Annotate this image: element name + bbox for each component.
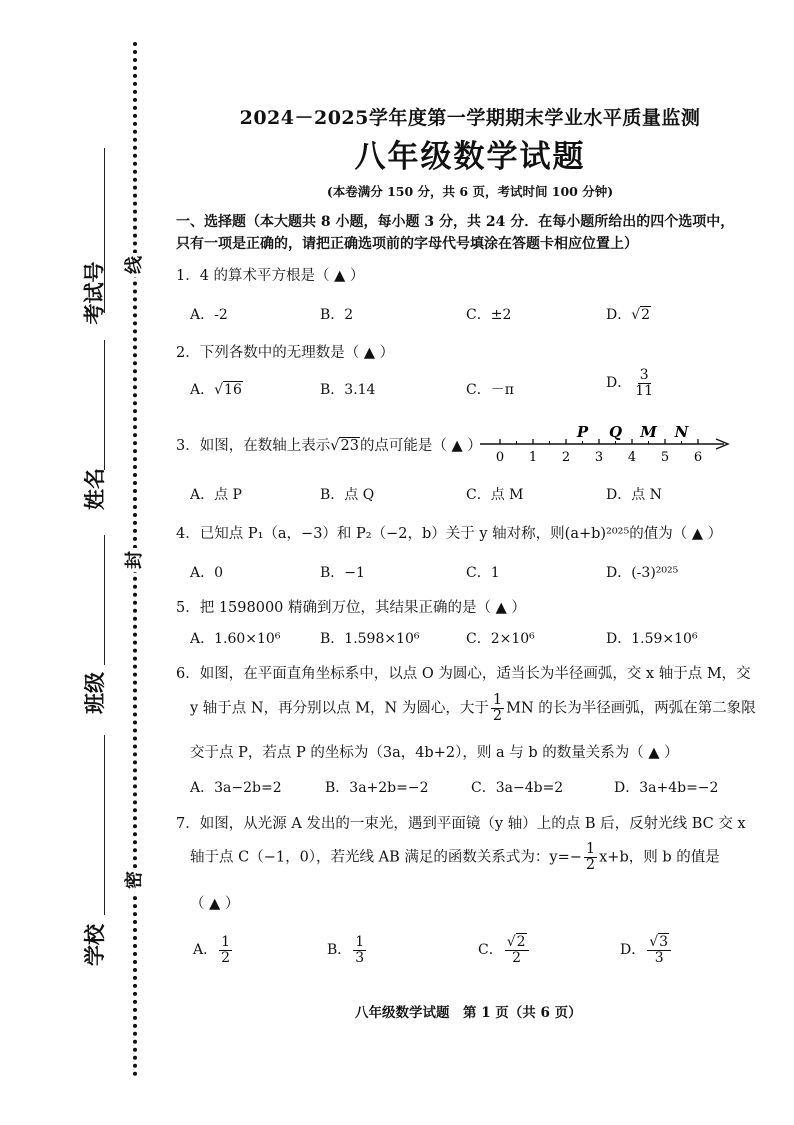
denominator: 2 [585,857,596,874]
q2-option-c: C．－π [466,382,514,398]
radicand: 16 [224,382,242,398]
exam-no-label: 考试号 [82,261,107,325]
q7-option-c [478,935,531,965]
option-prefix: D． [620,942,646,959]
fraction [505,935,529,965]
q3-option-b: B．点 Q [320,487,375,503]
tick-label: 4 [627,450,637,465]
q1-option-a: A．-2 [190,307,228,323]
fraction [633,368,655,398]
fraction [491,693,504,724]
q3-option-c: C．点 M [466,487,524,503]
q5-option-a: A．1.60×10⁶ [190,631,281,647]
radicand: 3 [659,934,669,950]
stem-part: MN 的长为半径画弧，两弧在第二象限 [506,700,756,717]
point-label-p: P [576,424,589,441]
tick-label: 1 [528,450,538,465]
q4-option-d: D．(-3)²⁰²⁵ [606,565,679,581]
stem-part: 轴于点 C（−1，0），若光线 AB 满足的函数关系式为：y=− [190,849,582,866]
denominator: 2 [512,949,522,966]
name-label: 姓名 [83,468,107,510]
denominator: 2 [221,949,231,966]
q5-option-c: C．2×10⁶ [466,631,535,647]
fraction [219,935,232,965]
name-underline [104,340,105,470]
denominator: 11 [635,382,654,399]
q1-option-c: C．±2 [466,307,512,323]
fraction [584,842,597,873]
stem-part: 3．如图，在数轴上表示 [176,438,331,454]
q5-option-b: B．1.598×10⁶ [320,631,420,647]
option-prefix: C． [478,942,503,959]
q7-line2 [190,842,720,873]
q2-option-d [606,368,657,398]
numerator: 1 [355,934,365,950]
tick-label: 2 [561,450,571,465]
q1-option-b: B．2 [320,307,354,323]
q7-option-d [620,935,673,965]
numerator [647,935,671,951]
cut-mark-line: 线 [118,253,148,277]
fraction [647,935,671,965]
sqrt-symbol: √ [649,934,659,950]
section1-intro-line1: 一、选择题（本大题共 8 小题，每小题 3 分，共 24 分．在每小题所给出的四个选项中， [176,214,735,230]
denominator: 2 [492,708,503,725]
q3-option-d: D．点 N [606,487,662,503]
numerator: 1 [585,841,596,857]
q3-option-a: A．点 P [190,487,242,503]
q6-option-d: D．3a+4b=−2 [614,780,719,796]
stem-part: 的点可能是（ ▲ ） [359,438,482,454]
q1-option-d [606,304,651,324]
class-label: 班级 [83,672,107,714]
sqrt-symbol: √ [330,438,340,454]
exam-supertitle: 2024－2025学年度第一学期期末学业水平质量监测 [239,107,701,129]
q1-stem: 1．4 的算术平方根是（ ▲ ） [176,268,365,284]
q7-option-b [327,935,368,965]
q6-line1: 6．如图，在平面直角坐标系中，以点 O 为圆心，适当长为半径画弧，交 x 轴于点 M，交 [176,666,751,682]
q7-line3: （ ▲ ） [190,896,240,912]
q6-line2 [190,693,756,724]
exam-note: (本卷满分 150 分，共 6 页，考试时间 100 分钟) [326,184,614,199]
radicand: 2 [516,934,526,950]
q6-option-a: A．3a−2b=2 [190,780,282,796]
q4-stem: 4．已知点 P₁（a，−3）和 P₂（−2，b）关于 y 轴对称，则(a+b)²⁰²⁵的值为（ ▲ ） [176,526,723,542]
school-label: 学校 [83,924,107,966]
radicand: 2 [641,307,651,323]
q6-option-b: B．3a+2b=−2 [325,780,429,796]
sqrt-symbol: √ [214,382,224,398]
option-prefix: D． [606,375,632,392]
cut-mark-dense: 密 [118,868,148,892]
q6-option-c: C．3a−4b=2 [471,780,564,796]
q4-option-b: B．−1 [320,565,365,581]
sqrt-symbol: √ [631,307,641,323]
stem-part: x+b，则 b 的值是 [599,849,720,866]
numerator: 3 [639,367,649,383]
q3-number-line [476,424,736,466]
tick-label: 3 [594,450,604,465]
denominator: 3 [355,949,365,966]
denominator: 3 [654,949,664,966]
option-prefix: A． [190,382,215,398]
q5-stem: 5．把 1598000 精确到万位，其结果正确的是（ ▲ ） [176,600,526,616]
class-underline [104,535,105,665]
q2-option-b: B．3.14 [320,382,376,398]
cut-mark-seal: 封 [118,548,148,572]
q4-option-a: A．0 [190,565,224,581]
exam-title: 八年级数学试题 [354,139,586,175]
q4-option-c: C．1 [466,565,500,581]
q3-stem [176,434,482,455]
option-prefix: D． [606,307,632,323]
option-prefix: A． [193,942,218,959]
point-label-q: Q [608,424,623,441]
school-underline [104,735,105,915]
tick-label: 6 [693,450,703,465]
page-footer: 八年级数学试题 第 1 页（共 6 页） [355,1005,582,1021]
q7-line1: 7．如图，从光源 A 发出的一束光，遇到平面镜（y 轴）上的点 B 后，反射光线 BC 交 x [176,816,746,832]
q7-option-a [193,935,234,965]
tick-label: 5 [660,450,670,465]
stem-part: y 轴于点 N，再分别以点 M，N 为圆心，大于 [190,700,489,717]
option-prefix: B． [327,942,352,959]
numerator [505,935,529,951]
q6-line3: 交于点 P，若点 P 的坐标为（3a，4b+2），则 a 与 b 的数量关系为（ ▲ ） [190,745,679,761]
sqrt-symbol: √ [506,934,516,950]
q2-stem: 2．下列各数中的无理数是（ ▲ ） [176,345,395,361]
point-label-m: M [640,424,657,441]
section1-intro-line2: 只有一项是正确的，请把正确选项前的字母代号填涂在答题卡相应位置上） [176,236,638,252]
radicand: 23 [340,438,359,454]
q5-option-d: D．1.59×10⁶ [606,631,698,647]
q2-option-a [190,379,243,399]
fraction [353,935,366,965]
numerator: 1 [221,934,231,950]
point-label-n: N [674,424,689,441]
numerator: 1 [492,692,503,708]
tick-label: 0 [495,450,505,465]
